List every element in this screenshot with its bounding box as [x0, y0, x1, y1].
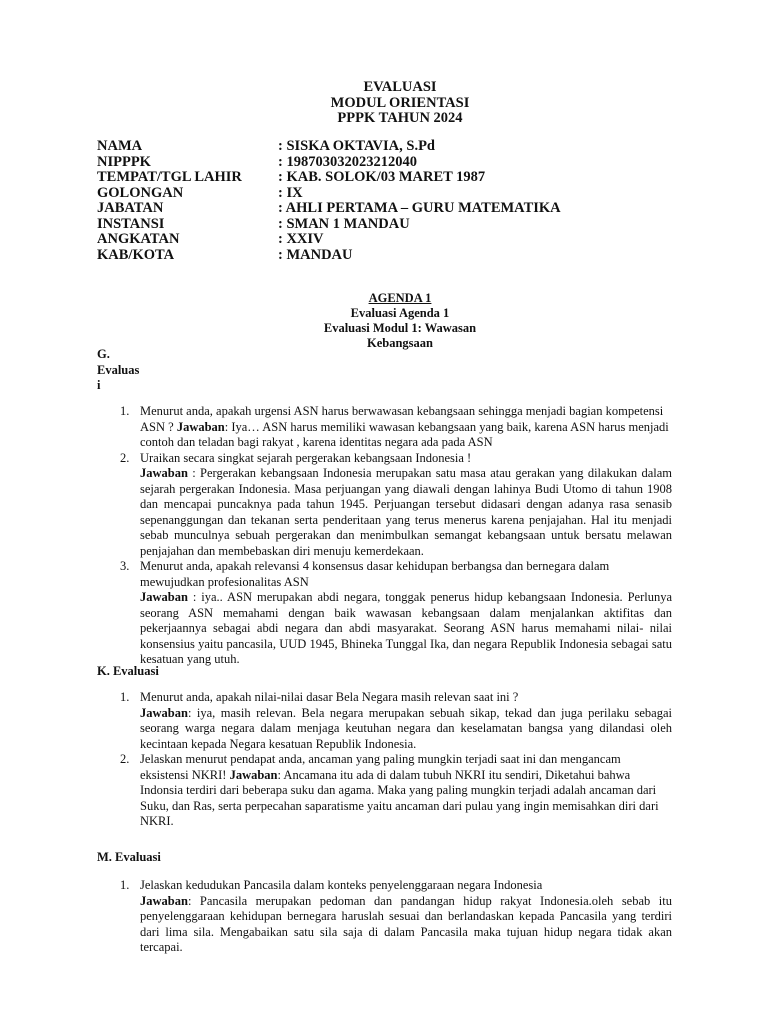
list-item	[97, 451, 672, 560]
item-number: 1.	[120, 690, 130, 704]
answer-label: Jawaban	[140, 466, 188, 480]
document-title	[0, 80, 768, 127]
identity-row	[97, 170, 561, 186]
identity-row	[97, 217, 561, 233]
identity-value: : AHLI PERTAMA – GURU MATEMATIKA	[278, 200, 561, 216]
identity-table	[97, 139, 561, 263]
question-text: Uraikan secara singkat sejarah pergerakan kebangsaan Indonesia !	[140, 450, 472, 465]
identity-value: : SISKA OKTAVIA, S.Pd	[278, 138, 436, 154]
question-text: Menurut anda, apakah relevansi 4 konsensus dasar kehidupan berbangsa dan bernegara dalam mewujudkan profesionalitas ASN	[140, 559, 610, 589]
section-g-list	[97, 404, 672, 668]
identity-value: : SMAN 1 MANDAU	[278, 215, 410, 232]
answer-text: : Ancamana itu ada di dalam tubuh NKRI itu sendiri, Diketahui bahwa Indonsia terdiri dari beberapa suku dan agama. Maka yang paling mungkin terjadi adalah ancaman dari Suku, dan Ras, serta perpecahan saparatisme yaitu ancaman dari pulau yang ingin memisahkan diri dari NKRI.	[140, 767, 659, 828]
identity-value: : 198703032023212040	[278, 153, 417, 170]
agenda-heading	[0, 291, 768, 351]
section-k-list	[97, 690, 672, 830]
identity-row	[97, 232, 561, 248]
agenda-module-line-1: Evaluasi Modul 1: Wawasan	[323, 321, 477, 335]
answer-text: : Iya… ASN harus memiliki wawasan kebangsaan yang baik, karena ASN harus menjadi contoh dan teladan bagi rakyat , karena identitas negara ada pada ASN	[140, 419, 669, 449]
section-k-heading: K. Evaluasi	[97, 664, 159, 678]
question-text: Menurut anda, apakah nilai-nilai dasar Bela Negara masih relevan saat ini ?	[140, 690, 519, 704]
answer-label: Jawaban	[140, 893, 188, 908]
list-item	[97, 404, 672, 451]
identity-label: NIPPPK	[97, 153, 151, 170]
identity-label: GOLONGAN	[97, 184, 184, 201]
identity-value: : MANDAU	[278, 246, 353, 263]
answer-label: Jawaban	[229, 767, 278, 782]
list-item	[97, 559, 672, 668]
identity-label: KAB/KOTA	[97, 246, 175, 263]
section-g-heading-line: i	[97, 378, 101, 392]
answer-text: : Pancasila merupakan pedoman dan pandangan hidup rakyat Indonesia.oleh sebab itu penyelenggaraan kehidupan bernegara haruslah sesuai dan berlandaskan kepada Pancasila yang terdiri dari lima sila. Mengabaikan satu sila saja di dalam Pancasila maka tujuan hidup negara tidak akan tercapai.	[140, 893, 672, 954]
title-line-2: MODUL ORIENTASI	[330, 94, 470, 111]
agenda-module-line-2: Kebangsaan	[367, 336, 433, 350]
item-number: 1.	[120, 404, 130, 418]
list-item	[97, 878, 672, 956]
answer-text: : iya.. ASN merupakan abdi negara, tonggak penerus hidup kebangsaan Indonesia. Perlunya seorang ASN memahami dengan baik wawasan kebangsaan dalam menjalankan aktifitas dan pekerjaannya sebagai abdi negara dan abdi masyarakat. Seorang ASN harus memahami nilai- nilai konsensius yaitu pancasila, UUD 1945, Bhineka Tunggal Ika, dan negara Republik Indonesia sebagai satu kesatuan yang utuh.	[140, 590, 672, 666]
identity-value: : XXIV	[278, 231, 324, 247]
identity-value: : IX	[278, 184, 303, 201]
question-text: Menurut anda, apakah urgensi ASN harus berwawasan kebangsaan sehingga menjadi bagian kompetensi ASN ?	[140, 404, 664, 434]
identity-label: JABATAN	[97, 200, 164, 216]
list-item	[97, 690, 672, 752]
title-line-3: PPPK TAHUN 2024	[337, 110, 463, 126]
agenda-subtitle: Evaluasi Agenda 1	[350, 306, 450, 320]
agenda-title: AGENDA 1	[368, 291, 432, 305]
identity-row	[97, 155, 561, 171]
identity-label: INSTANSI	[97, 215, 165, 232]
answer-label: Jawaban	[176, 419, 225, 434]
section-g-heading-line: G.	[97, 347, 110, 361]
identity-row	[97, 186, 561, 202]
item-number: 2.	[120, 450, 130, 465]
item-number: 2.	[120, 752, 130, 766]
answer-label: Jawaban	[140, 705, 188, 720]
item-number: 1.	[120, 878, 130, 892]
identity-label: ANGKATAN	[97, 231, 180, 247]
identity-row	[97, 201, 561, 217]
answer-text: : iya, masih relevan. Bela negara merupakan sebuah sikap, tekad dan juga perilaku sebagai seorang warga negara dalam menjaga keutuhan negara dan keselamatan bangsa yang dilandasi oleh kecintaan kepada Negara kesatuan Republik Indonesia.	[140, 705, 672, 751]
identity-label: NAMA	[97, 138, 143, 154]
question-text: Jelaskan menurut pendapat anda, ancaman yang paling mungkin terjadi saat ini dan mengancam eksistensi NKRI!	[140, 752, 621, 782]
section-m-heading: M. Evaluasi	[97, 850, 161, 864]
item-number: 3.	[120, 559, 130, 573]
answer-label: Jawaban	[140, 590, 188, 604]
identity-value: : KAB. SOLOK/03 MARET 1987	[278, 169, 486, 185]
list-item	[97, 752, 672, 830]
section-m-list	[97, 878, 672, 956]
identity-row	[97, 139, 561, 155]
answer-text: : Pergerakan kebangsaan Indonesia merupakan satu masa atau gerakan yang dilakukan dalam sejarah pergerakan Indonesia. Masa perjuangan yang diawali dengan lahinya Budi Utomo di tahun 1908 dan mencapai puncaknya pada tahun 1945. Perjuangan tersebut didasari dengan adanya rasa senasib sepenanggungan dan tekanan serta penderitaan yang terus menerus karena penjajahan. Hal itu menjadi sebab munculnya sebuah pergerakan dan menimbulkan semangat kebangsaan untuk bersatu melawan penjajahan dan membebaskan diri menuju kemerdekaan.	[140, 466, 672, 558]
identity-label: TEMPAT/TGL LAHIR	[97, 169, 242, 185]
section-g-heading	[97, 347, 157, 394]
identity-row	[97, 248, 561, 264]
title-line-1: EVALUASI	[363, 79, 437, 95]
section-g-heading-line: Evaluas	[97, 362, 140, 377]
question-text: Jelaskan kedudukan Pancasila dalam konteks penyelenggaraan negara Indonesia	[140, 878, 543, 892]
